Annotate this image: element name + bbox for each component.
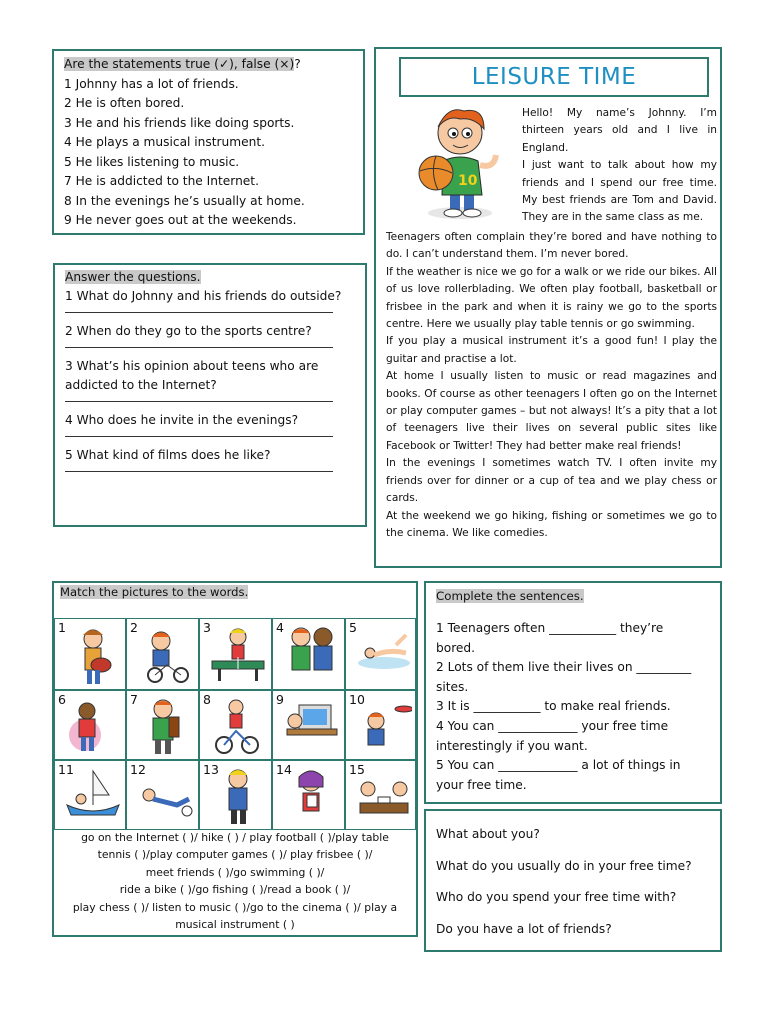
question: addicted to the Internet? [65, 378, 217, 392]
picture-cell [126, 618, 199, 690]
picture-cell [199, 760, 272, 830]
questions-heading: Answer the questions. [65, 270, 201, 284]
picture-number: 10 [349, 692, 365, 707]
picture-number: 2 [130, 620, 138, 635]
picture-number: 1 [58, 620, 66, 635]
activity-illustration [137, 623, 193, 685]
complete-heading: Complete the sentences. [436, 589, 584, 603]
activity-illustration [65, 695, 121, 757]
statement: 8 In the evenings he’s usually at home. [64, 193, 305, 208]
activity-illustration [283, 623, 339, 685]
sentence-line: sites. [436, 679, 469, 694]
picture-cell [54, 760, 126, 830]
sentence-line: 1 Teenagers often ___________ they’re [436, 621, 664, 635]
title-box [399, 57, 709, 97]
question: 1 What do Johnny and his friends do outside? [65, 289, 342, 303]
about-line: What do you usually do in your free time? [436, 858, 692, 873]
shirt-number: 10 [458, 173, 478, 189]
picture-cell [54, 690, 126, 760]
picture-number: 9 [276, 692, 284, 707]
answer-line[interactable] [65, 346, 333, 348]
picture-number: 4 [276, 620, 284, 635]
question: 4 Who does he invite in the evenings? [65, 413, 299, 427]
picture-number: 8 [203, 692, 211, 707]
picture-cell [199, 690, 272, 760]
sentence-line: 2 Lots of them live their lives on _________ [436, 660, 692, 675]
activity-illustration [65, 623, 121, 685]
sentence-line: your free time. [436, 777, 527, 792]
picture-cell [345, 618, 416, 690]
picture-cell [54, 618, 126, 690]
statement: 1 Johnny has a lot of friends. [64, 76, 239, 91]
activity-illustration [210, 695, 266, 757]
about-line: Who do you spend your free time with? [436, 890, 677, 904]
statement: 7 He is addicted to the Internet. [64, 174, 259, 188]
about-line: What about you? [436, 827, 540, 841]
word-list: go on the Internet ( )/ hike ( ) / play football ( )/play table tennis ( )/play computer games ( )/ play frisbee ( )/ meet friends ( )/go swimming ( )/ ride a bike ( )/go fishing ( )/read a book ( )/ play chess ( )/ listen to music ( )/go to the cinema ( )/ play a musical instrument ( ) [72, 831, 398, 932]
picture-number: 11 [58, 762, 74, 777]
answer-line[interactable] [65, 311, 333, 313]
picture-cell [272, 760, 345, 830]
picture-cell [345, 690, 416, 760]
story-body: Teenagers often complain they’re bored and have nothing to do. I can’t understand them. I’m never bored. If the weather is nice we go for a walk or we ride our bikes. All of us love rollerblading. We often play football, basketball or frisbee in the park and when it is rainy we go to the sports centre. Here we usually play table tennis or go swimming. If you play a musical instrument it’s a good fun! I play the guitar and practise a lot. At home I usually listen to music or read magazines and books. Of course as other teenagers I often go on the Internet or play computer games – but not always! It’s a pity that a lot of teenagers live their lives on several public sites like Facebook or Twitter! They had better make real friends! In the evenings I sometimes watch TV. I often invite my friends over for dinner or a cup of tea and we play chess or cards. At the weekend we go hiking, fishing or sometimes we go to the cinema. We like comedies. [386, 231, 717, 539]
activity-illustration [356, 623, 412, 685]
activity-illustration [283, 695, 339, 757]
complete-sentences-exercise [424, 581, 722, 804]
statement: 4 He plays a musical instrument. [64, 135, 266, 149]
picture-number: 7 [130, 692, 138, 707]
story-panel [374, 47, 722, 568]
question: 5 What kind of films does he like? [65, 448, 271, 462]
picture-number: 14 [276, 762, 292, 777]
sentence-line: 4 You can _____________ your free time [436, 718, 669, 733]
question: 3 What’s his opinion about teens who are [65, 359, 319, 373]
picture-cell [126, 690, 199, 760]
boy-with-basketball-illustration [398, 103, 514, 223]
statement: 2 He is often bored. [64, 96, 185, 110]
true-false-heading: Are the statements true (✓), false (×)? [64, 57, 301, 71]
picture-cell [272, 690, 345, 760]
answer-line[interactable] [65, 435, 333, 437]
question: 2 When do they go to the sports centre? [65, 324, 312, 338]
true-false-exercise [52, 49, 365, 235]
story-intro: Hello! My name’s Johnny. I’m thirteen years old and I live in England. I just want to talk about how my friends and I spend our free time. My best friends are Tom and David. They are in the same class as me. [522, 107, 717, 224]
sentence-line: interestingly if you want. [436, 738, 588, 753]
picture-cell [272, 618, 345, 690]
statement: 3 He and his friends like doing sports. [64, 115, 295, 130]
picture-number: 15 [349, 762, 365, 777]
statement: 5 He likes listening to music. [64, 154, 240, 169]
picture-number: 13 [203, 762, 219, 777]
sentence-line: 3 It is ___________ to make real friends. [436, 699, 671, 714]
match-pictures-exercise [52, 581, 418, 937]
page-title: LEISURE TIME [471, 64, 637, 90]
picture-number: 3 [203, 620, 211, 635]
picture-cell [199, 618, 272, 690]
statement: 9 He never goes out at the weekends. [64, 213, 297, 227]
sentence-line: 5 You can _____________ a lot of things in [436, 758, 681, 773]
picture-cell [345, 760, 416, 830]
activity-illustration [137, 695, 193, 757]
picture-number: 6 [58, 692, 66, 707]
activity-illustration [210, 623, 266, 685]
picture-cell [126, 760, 199, 830]
answer-line[interactable] [65, 400, 333, 402]
match-heading: Match the pictures to the words. [60, 585, 249, 599]
about-line: Do you have a lot of friends? [436, 921, 612, 936]
picture-number: 12 [130, 762, 146, 777]
sentence-line: bored. [436, 640, 476, 655]
answer-line[interactable] [65, 470, 333, 472]
questions-exercise [53, 263, 367, 527]
picture-number: 5 [349, 620, 357, 635]
about-you-exercise [424, 809, 722, 952]
